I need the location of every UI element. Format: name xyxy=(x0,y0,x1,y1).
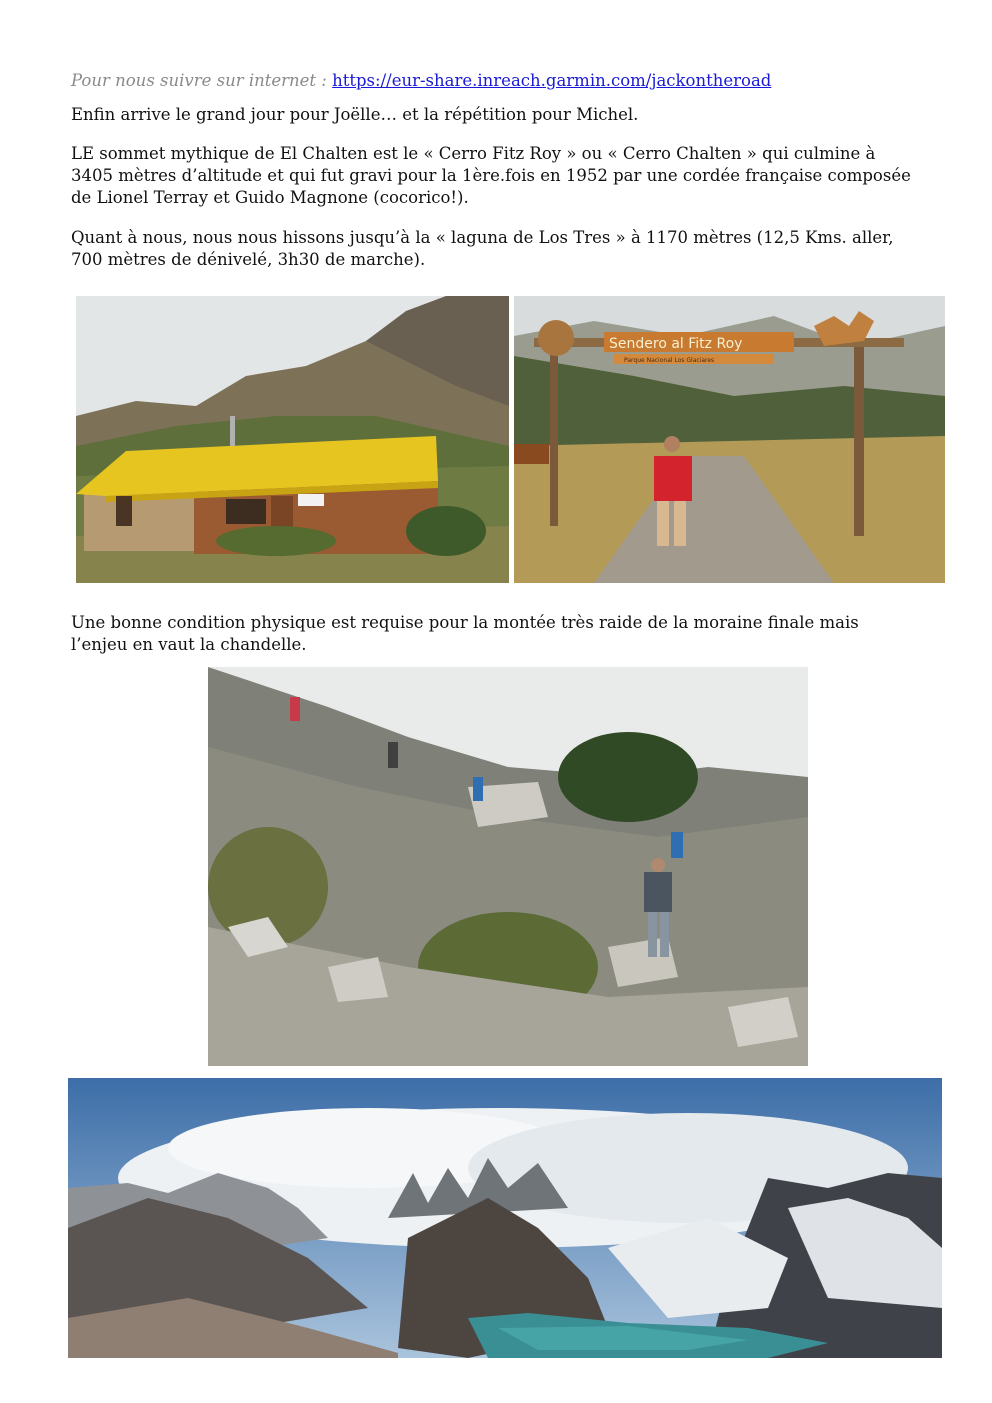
paragraph-3-line-2: 700 mètres de dénivelé, 3h30 de marche). xyxy=(71,250,426,269)
paragraph-4-line-2: l’enjeu en vaut la chandelle. xyxy=(71,635,307,654)
paragraph-1: Enfin arrive le grand jour pour Joëlle… et la répétition pour Michel. xyxy=(71,105,639,124)
trailhead-sign-text: Sendero al Fitz Roy xyxy=(609,336,743,352)
intro-line xyxy=(71,70,771,92)
paragraph-2-line-3: de Lionel Terray et Guido Magnone (cocorico!). xyxy=(71,188,469,207)
laguna-panorama-photo xyxy=(68,1078,942,1358)
intro-label: Pour nous suivre sur internet : xyxy=(71,71,333,90)
moraine-photo xyxy=(208,667,808,1066)
refugio-photo xyxy=(76,296,509,583)
paragraph-3-line-1: Quant à nous, nous nous hissons jusqu’à la « laguna de Los Tres » à 1170 mètres (12,5 Kms. aller, xyxy=(71,228,894,247)
paragraph-2-line-2: 3405 mètres d’altitude et qui fut gravi pour la 1ère.fois en 1952 par une cordée française composée xyxy=(71,166,911,185)
paragraph-2-line-1: LE sommet mythique de El Chalten est le « Cerro Fitz Roy » ou « Cerro Chalten » qui culmine à xyxy=(71,144,876,163)
paragraph-4-line-1: Une bonne condition physique est requise pour la montée très raide de la moraine finale mais xyxy=(71,613,859,632)
trailhead-photo xyxy=(514,296,945,583)
trailhead-subsign-text: Parque Nacional Los Glaciares xyxy=(624,357,715,364)
tracking-link[interactable]: https://eur-share.inreach.garmin.com/jackontheroad xyxy=(332,71,772,90)
